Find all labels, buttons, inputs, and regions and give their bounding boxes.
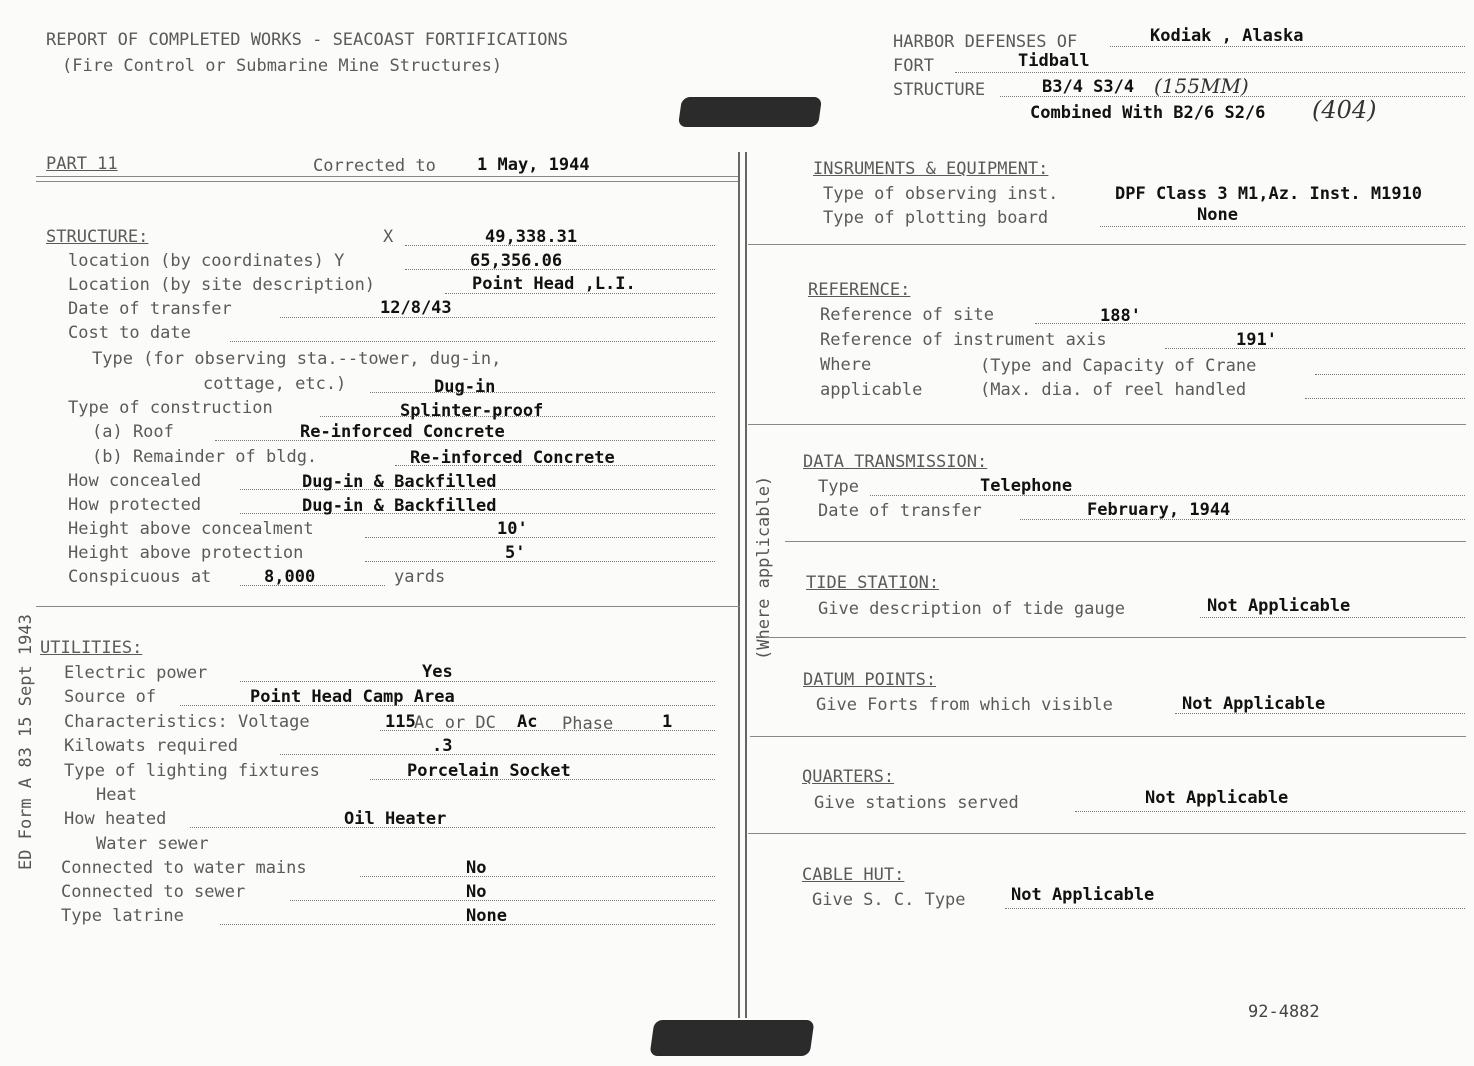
transfer-line (280, 317, 715, 318)
x-label: X (383, 227, 394, 247)
fort-line (955, 72, 1465, 73)
conspicuous-unit: yards (394, 567, 446, 587)
tide-rule (765, 637, 1466, 638)
where-label: Where (820, 355, 872, 375)
ref-site-label: Reference of site (820, 305, 994, 325)
source-label: Source of (64, 687, 157, 707)
lighting-value: Porcelain Socket (407, 761, 571, 781)
dt-type-label: Type (818, 477, 859, 497)
report-title: REPORT OF COMPLETED WORKS - SEACOAST FORTIFICATIONS (46, 30, 568, 50)
transfer-label: Date of transfer (68, 299, 232, 319)
structure-handwritten: (155MM) (1154, 74, 1249, 98)
voltage-value: 115 (385, 712, 416, 732)
harbor-value: Kodiak , Alaska (1150, 26, 1304, 46)
instruments-heading: INSRUMENTS & EQUIPMENT: (813, 159, 1049, 179)
kw-line (280, 754, 715, 755)
cost-label: Cost to date (68, 323, 191, 343)
construction-value: Splinter-proof (400, 401, 544, 421)
cable-value: Not Applicable (1011, 885, 1155, 905)
height-conceal-line (365, 537, 715, 538)
utilities-heading: UTILITIES: (40, 638, 143, 658)
datum-label: Give Forts from which visible (816, 695, 1113, 715)
cable-line (1005, 908, 1465, 909)
char-line (380, 730, 715, 731)
structure-end-rule (36, 606, 740, 607)
dt-type-value: Telephone (980, 476, 1073, 496)
water-label: Water sewer (96, 834, 209, 854)
quarters-heading: QUARTERS: (802, 767, 895, 787)
quarters-rule (748, 833, 1466, 834)
fort-label: FORT (893, 56, 934, 76)
reel-label: (Max. dia. of reel handled (980, 380, 1247, 400)
datum-heading: DATUM POINTS: (803, 670, 937, 690)
redaction-stamp-bottom (649, 1020, 814, 1056)
datum-rule (750, 736, 1466, 737)
tide-heading: TIDE STATION: (806, 573, 940, 593)
tide-value: Not Applicable (1207, 596, 1351, 616)
remainder-value: Re-inforced Concrete (410, 448, 615, 468)
part-rule-1 (36, 176, 740, 177)
height-conceal-label: Height above concealment (68, 519, 314, 539)
heated-line (190, 827, 715, 828)
acdc-value: Ac (517, 712, 538, 732)
acdc-label: Ac or DC (414, 713, 496, 733)
kw-value: .3 (432, 736, 453, 756)
ref-site-value: 188' (1100, 306, 1141, 326)
harbor-label: HARBOR DEFENSES OF (893, 32, 1078, 52)
structure-label: STRUCTURE (893, 80, 986, 100)
report-subtitle: (Fire Control or Submarine Mine Structures) (62, 56, 503, 76)
tide-label: Give description of tide gauge (818, 599, 1126, 619)
applicable-label: applicable (820, 380, 923, 400)
height-protect-value: 5' (505, 543, 526, 563)
y-value: 65,356.06 (470, 251, 563, 271)
concealed-label: How concealed (68, 471, 202, 491)
site-value: Point Head ,L.I. (472, 274, 636, 294)
char-label: Characteristics: Voltage (64, 712, 310, 732)
transfer-value: 12/8/43 (380, 298, 452, 318)
combined-value: Combined With B2/6 S2/6 (1030, 103, 1266, 123)
part-rule-2 (36, 181, 740, 182)
phase-label: Phase (562, 714, 614, 734)
structure-value: B3/4 S3/4 (1042, 77, 1135, 97)
cable-label: Give S. C. Type (812, 890, 966, 910)
electric-value: Yes (422, 662, 453, 682)
height-conceal-value: 10' (497, 519, 528, 539)
dt-date-value: February, 1944 (1087, 500, 1231, 520)
document-number: 92-4882 (1248, 1002, 1320, 1022)
dt-date-label: Date of transfer (818, 501, 982, 521)
data-transmission-heading: DATA TRANSMISSION: (803, 452, 988, 472)
type-value: Dug-in (434, 377, 496, 397)
mains-line (360, 876, 715, 877)
reference-heading: REFERENCE: (808, 280, 911, 300)
reel-line (1305, 398, 1465, 399)
conspicuous-value: 8,000 (264, 567, 316, 587)
ref-axis-label: Reference of instrument axis (820, 330, 1107, 350)
sewer-value: No (466, 882, 487, 902)
plotting-line (1100, 226, 1465, 227)
combined-handwritten: (404) (1312, 96, 1377, 124)
x-value: 49,338.31 (485, 227, 578, 247)
construction-label: Type of construction (68, 398, 273, 418)
latrine-label: Type latrine (61, 906, 184, 926)
concealed-value: Dug-in & Backfilled (302, 472, 497, 492)
dt-rule (785, 541, 1466, 542)
type-label-1: Type (for observing sta.--tower, dug-in, (92, 349, 502, 369)
dt-type-line (870, 495, 1465, 496)
corrected-label: Corrected to (313, 156, 436, 176)
protected-label: How protected (68, 495, 202, 515)
part-label: PART 11 (46, 154, 118, 174)
roof-value: Re-inforced Concrete (300, 422, 505, 442)
column-divider-2 (745, 152, 747, 1018)
electric-label: Electric power (64, 663, 208, 683)
source-value: Point Head Camp Area (250, 687, 455, 707)
mains-value: No (466, 858, 487, 878)
cable-heading: CABLE HUT: (802, 865, 905, 885)
plotting-value: None (1197, 205, 1238, 225)
crane-line (1315, 374, 1465, 375)
electric-line (240, 681, 715, 682)
conspicuous-label: Conspicuous at (68, 567, 212, 587)
sewer-label: Connected to sewer (61, 882, 246, 902)
plotting-label: Type of plotting board (823, 208, 1049, 228)
heated-label: How heated (64, 809, 167, 829)
remainder-label: (b) Remainder of bldg. (92, 447, 318, 467)
phase-value: 1 (662, 712, 673, 732)
reference-rule (748, 424, 1466, 425)
latrine-value: None (466, 906, 507, 926)
height-protect-label: Height above protection (68, 543, 304, 563)
cost-line (230, 341, 715, 342)
mains-label: Connected to water mains (61, 858, 307, 878)
type-label-2: cottage, etc.) (203, 374, 347, 394)
corrected-value: 1 May, 1944 (477, 155, 590, 175)
lighting-label: Type of lighting fixtures (64, 761, 320, 781)
quarters-value: Not Applicable (1145, 788, 1289, 808)
observing-value: DPF Class 3 M1,Az. Inst. M1910 (1115, 184, 1423, 204)
protected-value: Dug-in & Backfilled (302, 496, 497, 516)
kw-label: Kilowats required (64, 736, 238, 756)
fort-value: Tidball (1018, 51, 1090, 71)
margin-form-text: ED Form A 83 15 Sept 1943 (16, 614, 36, 870)
harbor-line (1110, 46, 1465, 47)
heat-label: Heat (96, 785, 137, 805)
observing-label: Type of observing inst. (823, 184, 1059, 204)
height-protect-line (365, 561, 715, 562)
tide-line (1200, 617, 1465, 618)
quarters-line (1075, 811, 1465, 812)
ref-axis-value: 191' (1236, 330, 1277, 350)
sewer-line (290, 900, 715, 901)
instruments-rule (748, 244, 1466, 245)
roof-label: (a) Roof (92, 422, 174, 442)
location-coord-label: location (by coordinates) Y (68, 251, 345, 271)
heated-value: Oil Heater (344, 809, 447, 829)
crane-label: (Type and Capacity of Crane (980, 356, 1257, 376)
structure-heading: STRUCTURE: (46, 227, 149, 247)
type-line (370, 392, 715, 393)
redaction-stamp-top (678, 97, 822, 127)
column-divider (738, 152, 740, 1018)
site-label: Location (by site description) (68, 275, 376, 295)
quarters-label: Give stations served (814, 793, 1019, 813)
where-applicable-note: (Where applicable) (754, 475, 774, 660)
ref-axis-line (1165, 348, 1465, 349)
datum-value: Not Applicable (1182, 694, 1326, 714)
